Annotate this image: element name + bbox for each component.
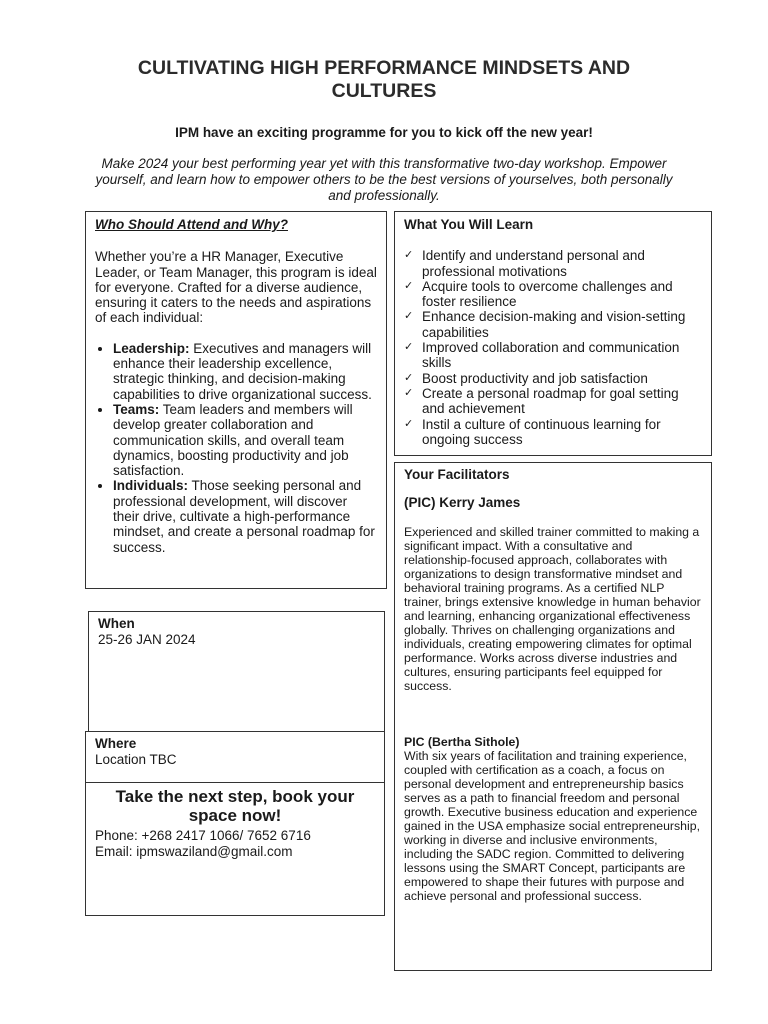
audience-item-leadership	[113, 341, 377, 402]
where-box	[85, 731, 385, 783]
audience-label: Individuals:	[113, 478, 189, 494]
audience-label: Leadership:	[113, 340, 190, 356]
audience-text: Executives and managers will enhance their leadership excellence, strategic thinking, and decision-making capabilities to drive organizational success.	[113, 340, 372, 402]
learn-item	[404, 417, 702, 448]
when-heading: When	[98, 616, 135, 631]
facilitator-name: (PIC) Kerry James	[404, 495, 521, 510]
learn-item	[404, 248, 702, 279]
audience-item-teams	[113, 402, 377, 478]
facilitator-name: PIC (Bertha Sithole)	[404, 735, 520, 749]
learn-item-text: Improved collaboration and communication skills	[422, 340, 680, 371]
intro-paragraph: Make 2024 your best performing year yet with this transformative two-day workshop. Empower yourself, and learn how to empower others to be the best versions of yourselves, both personally and professionally.	[95, 156, 673, 203]
where-heading: Where	[95, 736, 137, 751]
learn-list	[404, 248, 702, 447]
checkmark-icon: ✓	[404, 386, 414, 399]
checkmark-icon: ✓	[404, 417, 414, 430]
facilitators-heading: Your Facilitators	[404, 467, 510, 482]
facilitator-bio: With six years of facilitation and training experience, coupled with certification as a coach, a focus on personal development and entrepreneurship basics serves as a path to financial freedom and personal growth. Executive business education and experience gained in the USA emphasize social entrepreneurship, working in diverse and inclusive environments, including the SADC region. Committed to delivering lessons using the SMART Concept, participants are empowered to shape their futures with purpose and achieve personal and professional success.	[404, 749, 700, 903]
learn-item-text: Identify and understand personal and professional motivations	[422, 248, 645, 279]
booking-title: Take the next step, book your space now!	[115, 787, 355, 825]
who-body: Whether you’re a HR Manager, Executive Leader, or Team Manager, this program is ideal for everyone. Crafted for a diverse audience, ensuring it caters to the needs and aspirations of each individual:	[95, 249, 377, 326]
contact-phone: Phone: +268 2417 1066/ 7652 6716	[95, 828, 311, 843]
learn-item	[404, 279, 702, 310]
facilitators-box	[394, 462, 712, 971]
what-you-will-learn-box	[394, 211, 712, 456]
where-location: Location TBC	[95, 752, 177, 767]
learn-item-text: Acquire tools to overcome challenges and foster resilience	[422, 278, 673, 310]
who-heading: Who Should Attend and Why?	[95, 217, 288, 232]
checkmark-icon: ✓	[404, 371, 414, 384]
checkmark-icon: ✓	[404, 249, 414, 262]
page-subtitle: IPM have an exciting programme for you to kick off the new year!	[175, 125, 593, 140]
audience-text: Those seeking personal and professional development, will discover their drive, cultivate a high-performance mindset, and create a personal roadmap for success.	[113, 478, 375, 555]
who-should-attend-box	[85, 211, 387, 589]
page-title: CULTIVATING HIGH PERFORMANCE MINDSETS AND CULTURES	[137, 57, 631, 102]
learn-item	[404, 309, 702, 340]
facilitator-bio: Experienced and skilled trainer committed to making a significant impact. With a consultative and relationship-focused approach, collaborates with organizations to design transformative mindset and behavioral training programs. As a certified NLP trainer, brings extensive knowledge in human behavior and learning, enhancing organizational effectiveness globally. Thrives on challenging organizations and individuals, creating empowering climates for optimal performance. Works across diverse industries and cultures, ensuring participants feel equipped for success.	[404, 525, 701, 693]
learn-item-text: Create a personal roadmap for goal setting and achievement	[422, 385, 679, 417]
checkmark-icon: ✓	[404, 341, 414, 354]
audience-text: Team leaders and members will develop greater collaboration and communication skills, and overall team dynamics, boosting productivity and job satisfaction.	[113, 401, 353, 479]
learn-item-text: Instil a culture of continuous learning for ongoing success	[422, 416, 661, 447]
booking-box	[85, 782, 385, 916]
contact-email: Email: ipmswaziland@gmail.com	[95, 844, 293, 859]
when-box	[88, 611, 385, 732]
audience-label: Teams:	[113, 401, 160, 417]
learn-item-text: Boost productivity and job satisfaction	[422, 370, 648, 386]
learn-item	[404, 340, 702, 371]
learn-item	[404, 386, 702, 417]
when-date: 25-26 JAN 2024	[98, 632, 196, 647]
learn-item	[404, 371, 702, 386]
audience-item-individuals	[113, 478, 377, 554]
learn-heading: What You Will Learn	[404, 217, 534, 232]
learn-item-text: Enhance decision-making and vision-setting capabilities	[422, 309, 686, 340]
audience-list	[95, 341, 377, 555]
checkmark-icon: ✓	[404, 279, 414, 292]
checkmark-icon: ✓	[404, 310, 414, 323]
